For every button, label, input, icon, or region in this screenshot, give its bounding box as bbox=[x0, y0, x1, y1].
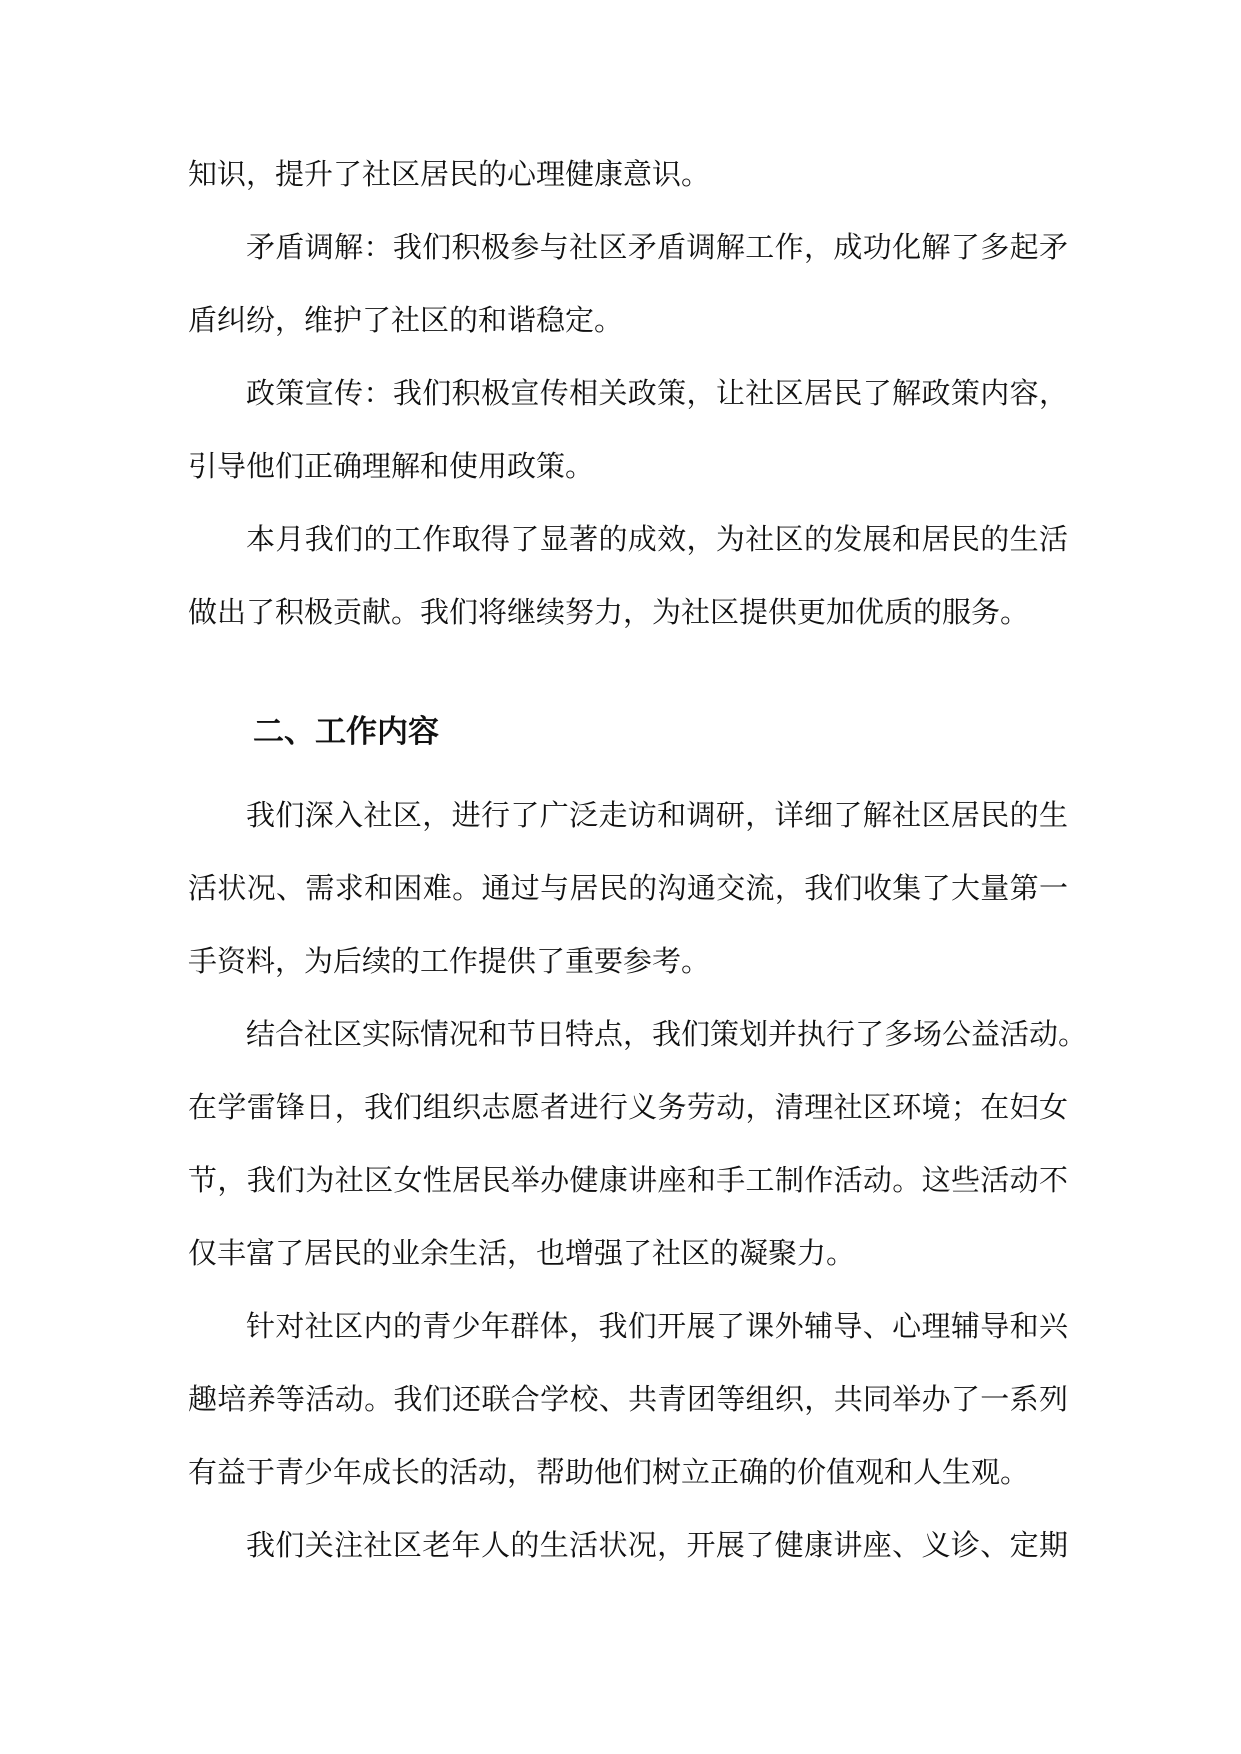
text-line: 政策宣传：我们积极宣传相关政策，让社区居民了解政策内容， bbox=[246, 376, 1068, 410]
text-line: 做出了积极贡献。我们将继续努力，为社区提供更加优质的服务。 bbox=[188, 595, 1030, 629]
text-line: 趣培养等活动。我们还联合学校、共青团等组织，共同举办了一系列 bbox=[188, 1382, 1068, 1416]
text-line: 针对社区内的青少年群体，我们开展了课外辅导、心理辅导和兴 bbox=[246, 1309, 1068, 1343]
text-line: 结合社区实际情况和节日特点，我们策划并执行了多场公益活动。 bbox=[246, 1017, 1088, 1051]
text-line: 节，我们为社区女性居民举办健康讲座和手工制作活动。这些活动不 bbox=[188, 1163, 1068, 1197]
text-line: 矛盾调解：我们积极参与社区矛盾调解工作，成功化解了多起矛 bbox=[246, 230, 1068, 264]
text-line: 手资料，为后续的工作提供了重要参考。 bbox=[188, 944, 711, 978]
text-line: 引导他们正确理解和使用政策。 bbox=[188, 449, 595, 483]
text-line: 在学雷锋日，我们组织志愿者进行义务劳动，清理社区环境；在妇女 bbox=[188, 1090, 1068, 1124]
text-line: 活状况、需求和困难。通过与居民的沟通交流，我们收集了大量第一 bbox=[188, 871, 1068, 905]
text-line: 我们深入社区，进行了广泛走访和调研，详细了解社区居民的生 bbox=[246, 798, 1068, 832]
text-line: 仅丰富了居民的业余生活，也增强了社区的凝聚力。 bbox=[188, 1236, 856, 1270]
text-line: 我们关注社区老年人的生活状况，开展了健康讲座、义诊、定期 bbox=[246, 1528, 1068, 1562]
text-line: 知识，提升了社区居民的心理健康意识。 bbox=[188, 157, 711, 191]
text-line: 有益于青少年成长的活动，帮助他们树立正确的价值观和人生观。 bbox=[188, 1455, 1030, 1489]
text-line: 盾纠纷，维护了社区的和谐稳定。 bbox=[188, 303, 624, 337]
text-line: 本月我们的工作取得了显著的成效，为社区的发展和居民的生活 bbox=[246, 522, 1068, 556]
section-heading: 二、工作内容 bbox=[253, 714, 439, 750]
